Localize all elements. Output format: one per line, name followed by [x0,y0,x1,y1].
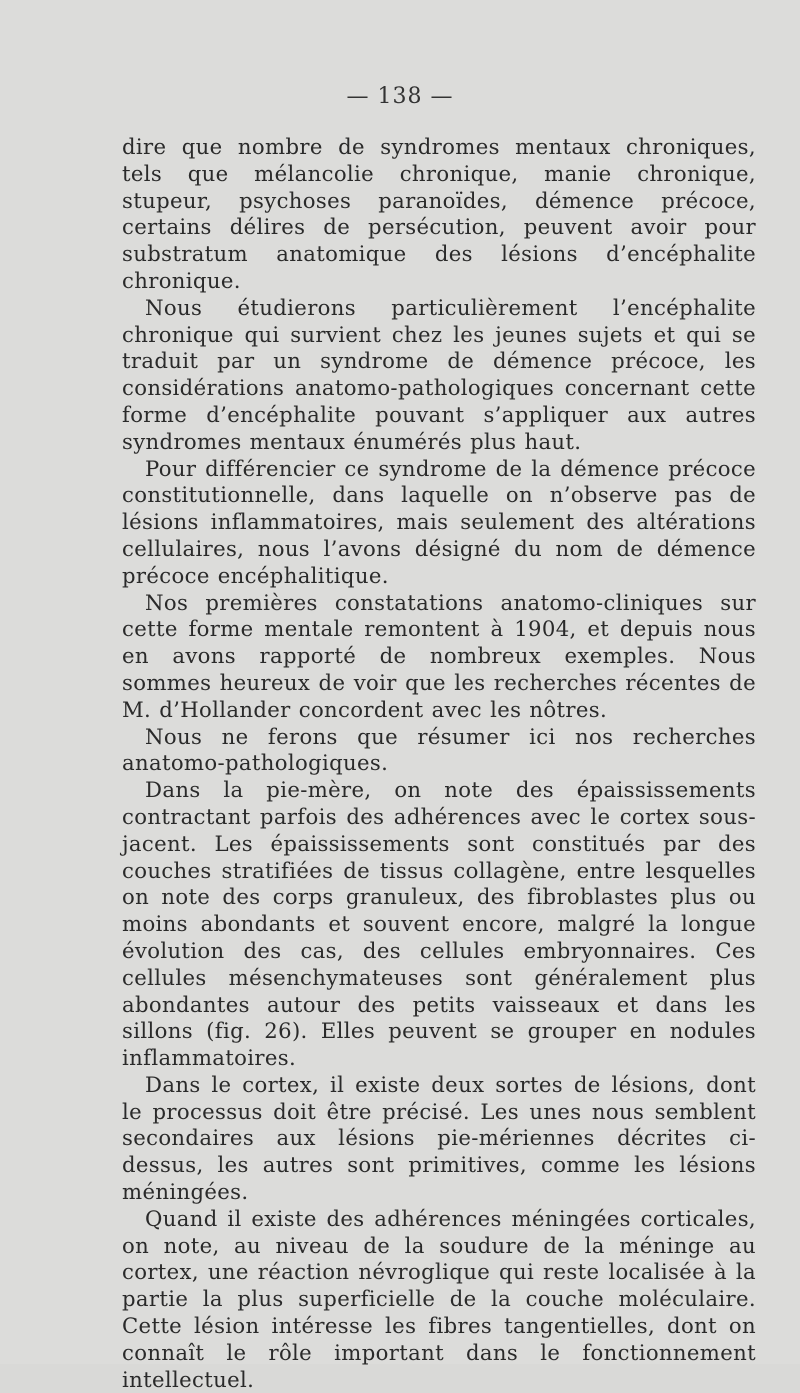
paragraph: Nos premières constatations anatomo-cliniques sur cette forme mentale remontent à 1904, et depuis nous en avons rapporté de nombreux exemples. Nous sommes heureux de voir que les recherches récentes de M. d’Hollander concordent avec les nôtres. [122,589,756,722]
paragraph: Dans le cortex, il existe deux sortes de lésions, dont le processus doit être précisé. Les unes nous semblent secondaires aux lésions pie-mériennes décrites ci-dessus, les autres sont primitives, comme les lésions méningées. [122,1071,756,1205]
paragraph: dire que nombre de syndromes mentaux chroniques, tels que mélancolie chronique, manie chronique, stupeur, psychoses paranoïdes, démence précoce, certains délires de persécution, peuvent avoir pour substratum anatomique des lésions d’encéphalite chronique. [122,134,756,293]
paragraph: Quand il existe des adhérences méningées corticales, on note, au niveau de la soudure de la méninge au cortex, une réaction névroglique qui reste localisée à la partie la plus superficielle de la couche moléculaire. Cette lésion intéresse les fibres tangentielles, dont on connaît le rôle important dans le fonctionnement intellectuel. [122,1205,756,1392]
paragraph: Nous ne ferons que résumer ici nos recherches anatomo-pathologiques. [122,723,756,776]
paragraph: Dans la pie-mère, on note des épaississements contractant parfois des adhérences avec le cortex sous-jacent. Les épaississements sont constitués par des couches stratifiées de tissus collagène, entre lesquelles on note des corps granuleux, des fibroblastes plus ou moins abondants et souvent encore, malgré la longue évolution des cas, des cellules embryonnaires. Ces cellules mésenchymateuses sont généralement plus abondantes autour des petits vaisseaux et dans les sillons (fig. 26). Elles peuvent se grouper en nodules inflammatoires. [122,777,756,1071]
paragraph: Nous étudierons particulièrement l’encéphalite chronique qui survient chez les jeunes sujets et qui se traduit par un syndrome de démence précoce, les considérations anatomo-pathologiques concernant cette forme d’encéphalite pouvant s’appliquer aux autres syndromes mentaux énumérés plus haut. [122,294,756,454]
page-number: — 138 — [346,84,454,109]
paragraph: Pour différencier ce syndrome de la démence précoce constitutionnelle, dans laquelle on n’observe pas de lésions inflammatoires, mais seulement des altérations cellulaires, nous l’avons désigné du nom de démence précoce encéphalitique. [122,455,756,588]
body-text [122,134,756,1393]
